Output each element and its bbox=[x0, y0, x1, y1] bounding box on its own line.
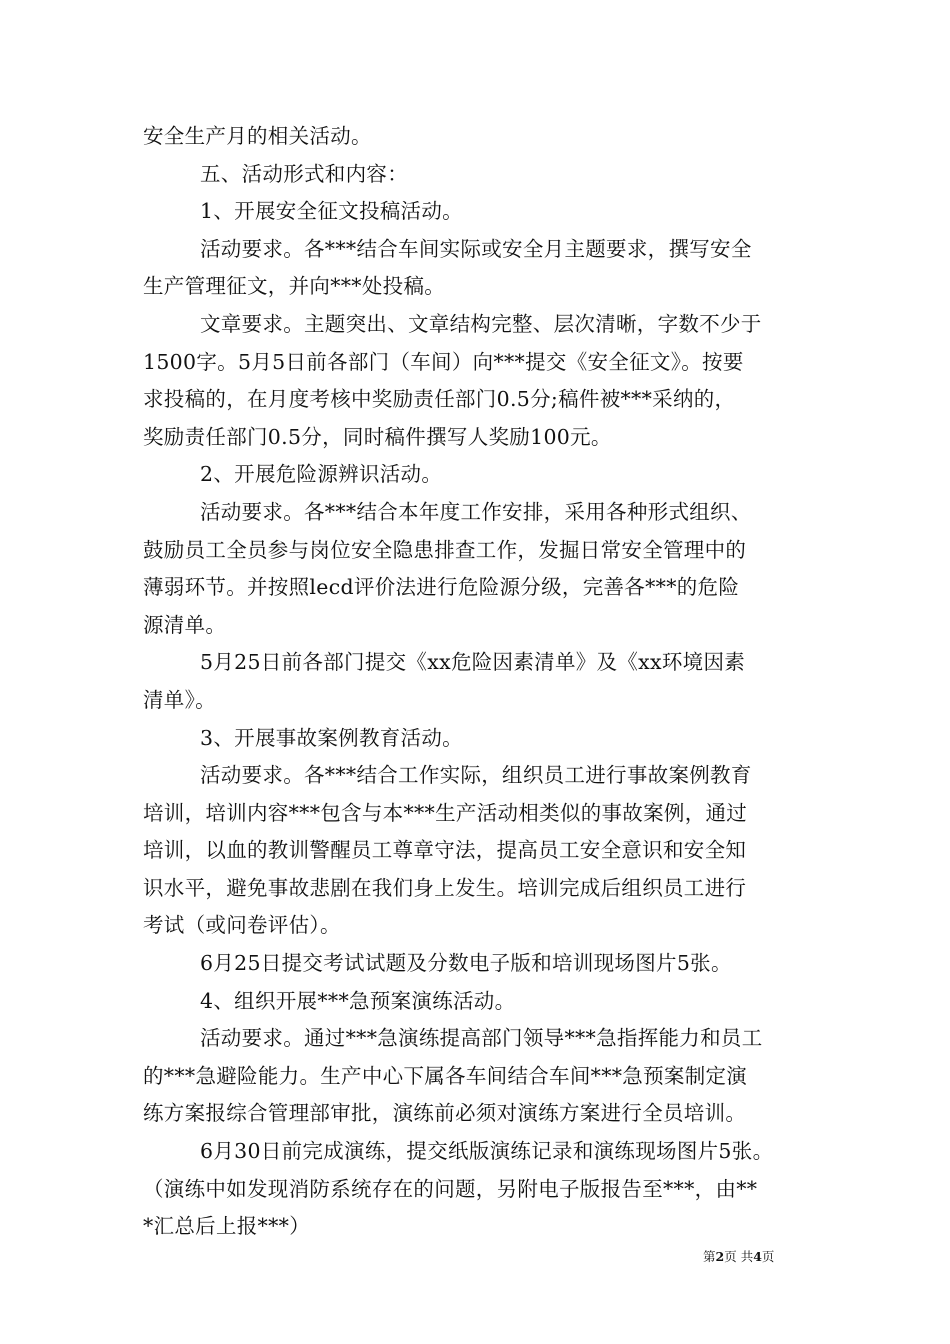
text-line: 2、开展危险源辨识活动。 bbox=[200, 462, 443, 487]
text-line: 文章要求。主题突出、文章结构完整、层次清晰，字数不少于 bbox=[200, 311, 762, 336]
footer-page-number: 2 bbox=[715, 1249, 725, 1264]
text-line: 5月25日前各部门提交《xx危险因素清单》及《xx环境因素 bbox=[200, 650, 746, 675]
document-body bbox=[143, 118, 815, 1246]
text-line: 薄弱环节。并按照lecd评价法进行危险源分级，完善各***的危险 bbox=[143, 575, 740, 600]
text-line: 活动要求。通过***急演练提高部门领导***急指挥能力和员工 bbox=[200, 1026, 763, 1051]
text-line: 生产管理征文，并向***处投稿。 bbox=[143, 274, 446, 299]
footer-total-pages: 4 bbox=[753, 1249, 762, 1264]
text-line: 识水平，避免事故悲剧在我们身上发生。培训完成后组织员工进行 bbox=[143, 875, 747, 900]
text-line: 活动要求。各***结合车间实际或安全月主题要求，撰写安全 bbox=[200, 236, 752, 261]
text-line: 安全生产月的相关活动。 bbox=[143, 124, 372, 148]
text-line: 6月30日前完成演练，提交纸版演练记录和演练现场图片5张。 bbox=[200, 1139, 774, 1164]
text-line: 培训，培训内容***包含与本***生产活动相类似的事故案例，通过 bbox=[143, 800, 748, 825]
text-line: 五、活动形式和内容： bbox=[200, 161, 408, 186]
footer-middle: 页 共 bbox=[724, 1249, 754, 1264]
text-line: 3、开展事故案例教育活动。 bbox=[200, 725, 463, 750]
text-line: （演练中如发现消防系统存在的问题，另附电子版报告至***，由** bbox=[143, 1176, 758, 1201]
text-line: 源清单。 bbox=[143, 612, 227, 637]
text-line: *汇总后上报***） bbox=[143, 1214, 310, 1239]
text-line: 练方案报综合管理部审批，演练前必须对演练方案进行全员培训。 bbox=[143, 1101, 747, 1126]
text-line: 求投稿的，在月度考核中奖励责任部门0.5分;稿件被***采纳的， bbox=[143, 387, 736, 412]
text-line: 4、组织开展***急预案演练活动。 bbox=[200, 988, 516, 1013]
text-line: 活动要求。各***结合工作实际，组织员工进行事故案例教育 bbox=[200, 763, 752, 788]
text-line: 的***急避险能力。生产中心下属各车间结合车间***急预案制定演 bbox=[143, 1063, 748, 1088]
text-line: 1、开展安全征文投稿活动。 bbox=[200, 199, 463, 224]
text-line: 鼓励员工全员参与岗位安全隐患排查工作，发掘日常安全管理中的 bbox=[143, 537, 747, 562]
text-line: 6月25日提交考试试题及分数电子版和培训现场图片5张。 bbox=[200, 951, 732, 976]
footer-suffix: 页 bbox=[761, 1249, 775, 1264]
text-line: 培训，以血的教训警醒员工尊章守法，提高员工安全意识和安全知 bbox=[143, 838, 747, 863]
text-line: 活动要求。各***结合本年度工作安排，采用各种形式组织、 bbox=[200, 499, 752, 524]
page-footer bbox=[703, 1247, 774, 1265]
text-line: 奖励责任部门0.5分，同时稿件撰写人奖励100元。 bbox=[143, 424, 612, 449]
text-line: 1500字。5月5日前各部门（车间）向***提交《安全征文》。按要 bbox=[143, 349, 744, 374]
text-line: 清单》。 bbox=[143, 687, 216, 712]
text-line: 考试（或问卷评估）。 bbox=[143, 913, 341, 938]
footer-prefix: 第 bbox=[703, 1249, 716, 1264]
